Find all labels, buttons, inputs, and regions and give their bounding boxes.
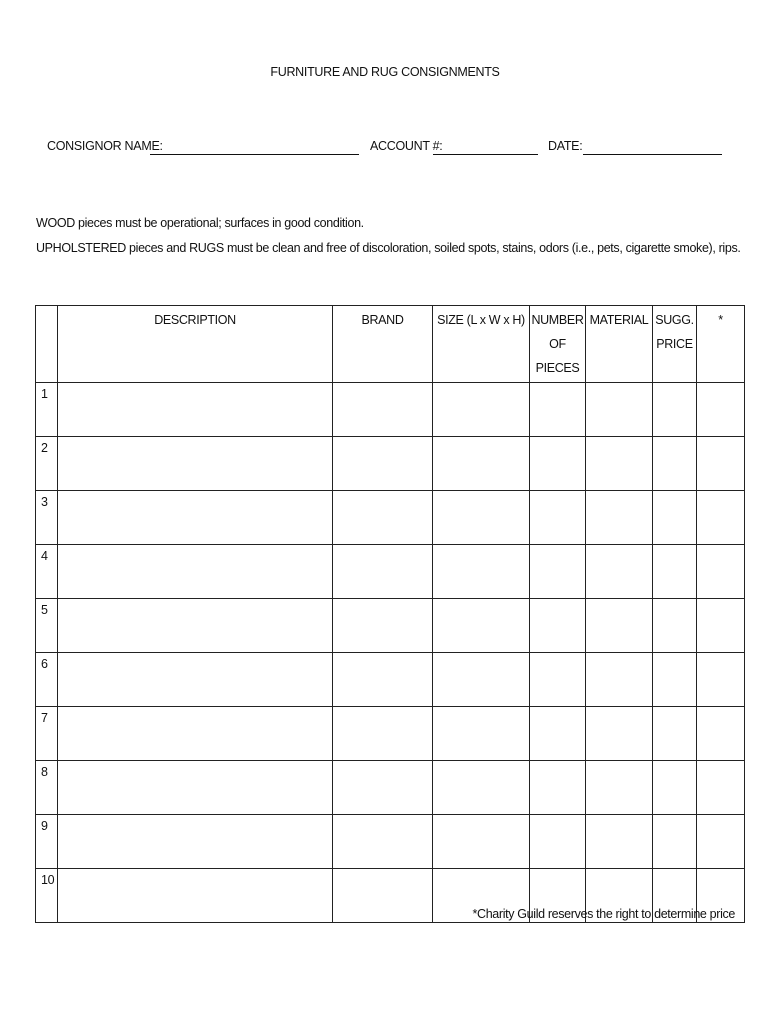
description-cell[interactable]: [58, 599, 333, 653]
table-row: [36, 437, 745, 491]
number-of-pieces-cell[interactable]: [530, 815, 586, 869]
description-cell[interactable]: [58, 545, 333, 599]
brand-cell[interactable]: [333, 491, 433, 545]
description-cell[interactable]: [58, 383, 333, 437]
table-row: [36, 707, 745, 761]
header-description: DESCRIPTION: [58, 306, 333, 383]
header-pieces-line-2: OF: [549, 337, 566, 351]
table-row: [36, 761, 745, 815]
table-row: [36, 653, 745, 707]
brand-cell[interactable]: [333, 761, 433, 815]
table-row: [36, 545, 745, 599]
row-number: 3: [36, 491, 58, 545]
number-of-pieces-cell[interactable]: [530, 383, 586, 437]
description-cell[interactable]: [58, 491, 333, 545]
consignor-info-row: [0, 139, 770, 161]
number-of-pieces-cell[interactable]: [530, 599, 586, 653]
wood-note: WOOD pieces must be operational; surfaces in good condition.: [36, 216, 364, 230]
consignment-table: [35, 305, 745, 923]
material-cell[interactable]: [586, 707, 653, 761]
header-material: MATERIAL: [586, 306, 653, 383]
star-cell[interactable]: [697, 491, 745, 545]
material-cell[interactable]: [586, 761, 653, 815]
brand-cell[interactable]: [333, 383, 433, 437]
suggested-price-cell[interactable]: [653, 761, 697, 815]
header-size: SIZE (L x W x H): [433, 306, 530, 383]
table-row: [36, 599, 745, 653]
form-title: FURNITURE AND RUG CONSIGNMENTS: [270, 65, 500, 79]
row-number: 8: [36, 761, 58, 815]
header-pieces-line-1: NUMBER: [531, 313, 584, 327]
description-cell[interactable]: [58, 869, 333, 923]
material-cell[interactable]: [586, 383, 653, 437]
number-of-pieces-cell[interactable]: [530, 653, 586, 707]
date-field[interactable]: [583, 154, 722, 155]
table-header-row: [36, 306, 745, 383]
price-disclaimer: *Charity Guild reserves the right to determine price: [472, 907, 735, 921]
row-number: 1: [36, 383, 58, 437]
row-number: 6: [36, 653, 58, 707]
brand-cell[interactable]: [333, 599, 433, 653]
size-cell[interactable]: [433, 545, 530, 599]
suggested-price-cell[interactable]: [653, 653, 697, 707]
upholstered-note: UPHOLSTERED pieces and RUGS must be clean and free of discoloration, soiled spots, stains, odors (i.e., pets, cigarette smoke), rips.: [36, 241, 741, 255]
brand-cell[interactable]: [333, 437, 433, 491]
row-number: 2: [36, 437, 58, 491]
account-number-label: ACCOUNT #:: [370, 139, 443, 153]
size-cell[interactable]: [433, 761, 530, 815]
size-cell[interactable]: [433, 707, 530, 761]
header-pieces-line-3: PIECES: [535, 361, 580, 375]
material-cell[interactable]: [586, 815, 653, 869]
size-cell[interactable]: [433, 599, 530, 653]
brand-cell[interactable]: [333, 545, 433, 599]
description-cell[interactable]: [58, 815, 333, 869]
star-cell[interactable]: [697, 383, 745, 437]
star-cell[interactable]: [697, 545, 745, 599]
star-cell[interactable]: [697, 653, 745, 707]
number-of-pieces-cell[interactable]: [530, 707, 586, 761]
suggested-price-cell[interactable]: [653, 437, 697, 491]
consignor-name-label: CONSIGNOR NAME:: [47, 139, 163, 153]
star-cell[interactable]: [697, 599, 745, 653]
material-cell[interactable]: [586, 653, 653, 707]
description-cell[interactable]: [58, 761, 333, 815]
consignor-name-field[interactable]: [150, 154, 359, 155]
table-row: [36, 383, 745, 437]
suggested-price-cell[interactable]: [653, 707, 697, 761]
suggested-price-cell[interactable]: [653, 815, 697, 869]
size-cell[interactable]: [433, 653, 530, 707]
brand-cell[interactable]: [333, 815, 433, 869]
star-cell[interactable]: [697, 815, 745, 869]
number-of-pieces-cell[interactable]: [530, 761, 586, 815]
header-number-of-pieces: [530, 306, 586, 383]
size-cell[interactable]: [433, 491, 530, 545]
material-cell[interactable]: [586, 545, 653, 599]
size-cell[interactable]: [433, 815, 530, 869]
header-suggested-price: [653, 306, 697, 383]
number-of-pieces-cell[interactable]: [530, 437, 586, 491]
row-number: 9: [36, 815, 58, 869]
header-price-line-2: PRICE: [656, 337, 693, 351]
brand-cell[interactable]: [333, 653, 433, 707]
star-cell[interactable]: [697, 437, 745, 491]
material-cell[interactable]: [586, 437, 653, 491]
suggested-price-cell[interactable]: [653, 599, 697, 653]
header-number: [36, 306, 58, 383]
star-cell[interactable]: [697, 707, 745, 761]
description-cell[interactable]: [58, 707, 333, 761]
row-number: 4: [36, 545, 58, 599]
suggested-price-cell[interactable]: [653, 545, 697, 599]
row-number: 10: [36, 869, 58, 923]
header-star: *: [697, 306, 745, 383]
description-cell[interactable]: [58, 653, 333, 707]
size-cell[interactable]: [433, 437, 530, 491]
material-cell[interactable]: [586, 599, 653, 653]
number-of-pieces-cell[interactable]: [530, 491, 586, 545]
condition-notes: [36, 211, 756, 261]
date-label: DATE:: [548, 139, 583, 153]
size-cell[interactable]: [433, 383, 530, 437]
suggested-price-cell[interactable]: [653, 491, 697, 545]
star-cell[interactable]: [697, 761, 745, 815]
brand-cell[interactable]: [333, 707, 433, 761]
suggested-price-cell[interactable]: [653, 383, 697, 437]
table-row: [36, 491, 745, 545]
row-number: 7: [36, 707, 58, 761]
row-number: 5: [36, 599, 58, 653]
material-cell[interactable]: [586, 491, 653, 545]
brand-cell[interactable]: [333, 869, 433, 923]
header-brand: BRAND: [333, 306, 433, 383]
number-of-pieces-cell[interactable]: [530, 545, 586, 599]
header-price-line-1: SUGG.: [655, 313, 694, 327]
description-cell[interactable]: [58, 437, 333, 491]
table-row: [36, 815, 745, 869]
account-number-field[interactable]: [433, 154, 538, 155]
